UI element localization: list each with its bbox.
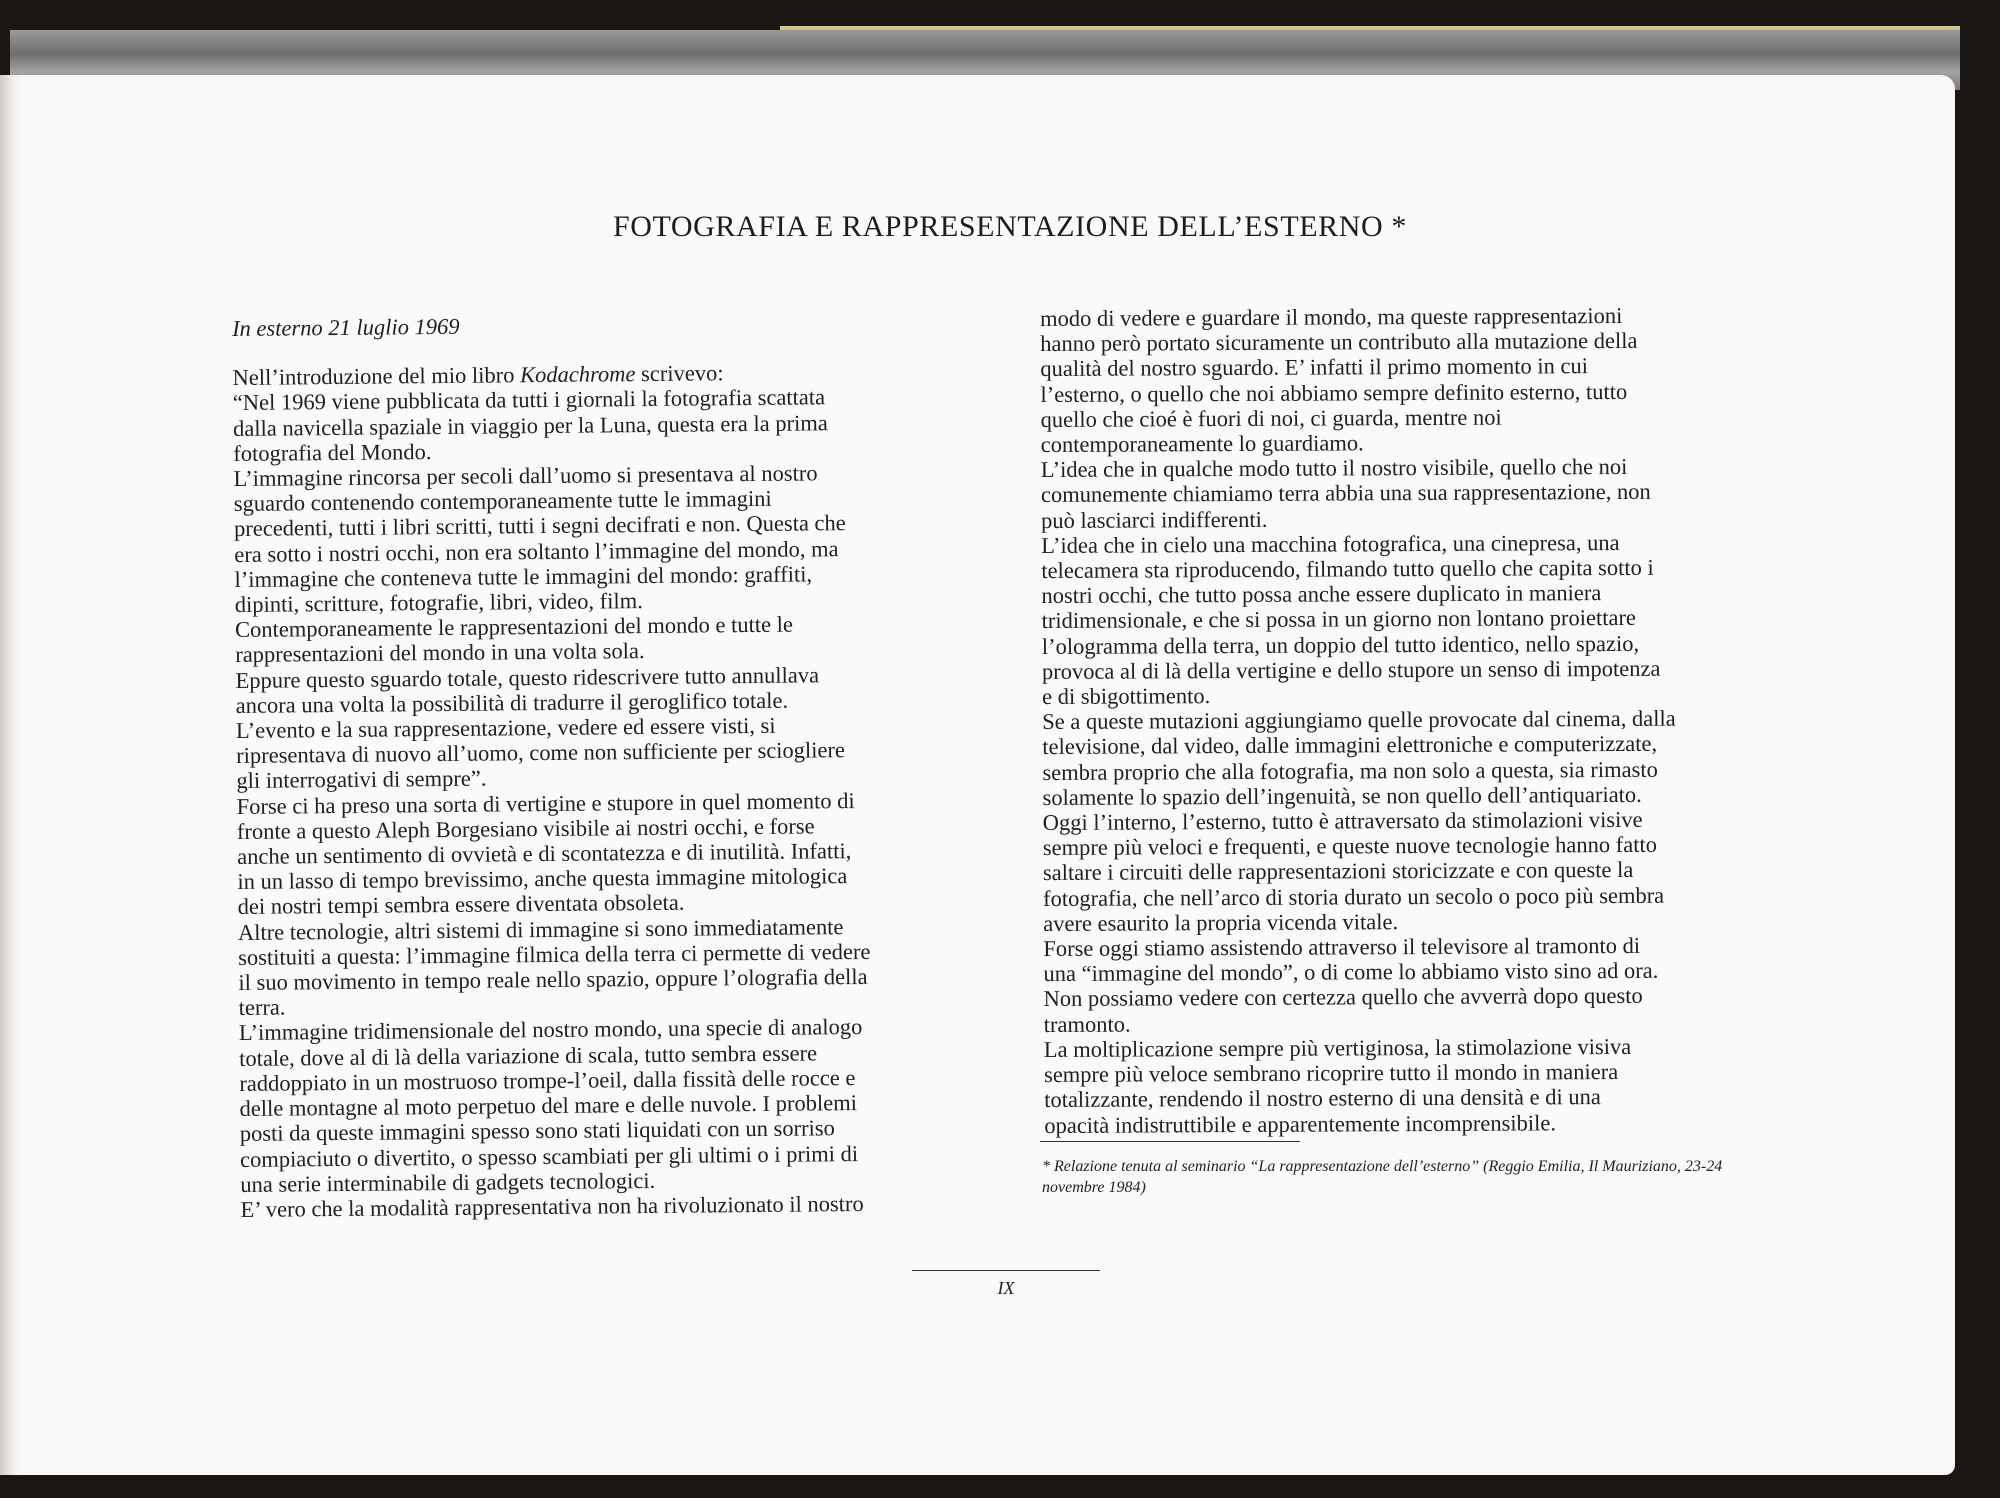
- left-line: compiaciuto o divertito, o spesso scambiati per gli ultimi o i primi di: [239, 1140, 859, 1172]
- left-line: fotografia del Mondo.: [233, 438, 432, 466]
- left-column-text: [232, 358, 975, 1222]
- right-line: Forse oggi stiamo assistendo attraverso il televisore al tramonto di: [1043, 932, 1641, 962]
- right-line: una “immagine del mondo”, o di come lo abbiamo visto sino ad ora.: [1043, 958, 1659, 987]
- right-line: opacità indistruttibile e apparentemente incomprensibile.: [1044, 1109, 1557, 1138]
- left-line: dei nostri tempi sembra essere diventata obsoleta.: [237, 890, 685, 920]
- left-line: Eppure questo sguardo totale, questo ridescrivere tutto annullava: [235, 662, 820, 693]
- right-line: totalizzante, rendendo il nostro esterno di una densità e di una: [1044, 1084, 1601, 1113]
- right-line: sempre più veloce sembrano ricoprire tutto il mondo in maniera: [1043, 1059, 1619, 1088]
- left-column: [232, 309, 976, 1222]
- right-column: [1040, 302, 1764, 1137]
- left-line: gli interrogativi di sempre”.: [236, 766, 487, 794]
- right-line: tridimensionale, e che si possa in un giorno non lontano proiettare: [1041, 605, 1636, 634]
- left-line: precedenti, tutti i libri scritti, tutti i segni decifrati e non. Questa che: [233, 510, 846, 542]
- left-line: era sotto i nostri occhi, non era soltanto l’immagine del mondo, ma: [234, 535, 839, 567]
- left-line: dipinti, scritture, fotografie, libri, video, film.: [234, 588, 643, 618]
- right-line: L’idea che in qualche modo tutto il nostro visibile, quello che noi: [1040, 454, 1628, 483]
- right-line: sempre più veloci e frequenti, e queste nuove tecnologie hanno fatto: [1042, 832, 1658, 861]
- right-line: e di sbigottimento.: [1041, 683, 1211, 710]
- left-line: una serie interminabile di gadgets tecnologici.: [240, 1167, 656, 1197]
- right-line: modo di vedere e guardare il mondo, ma queste rappresentazioni: [1040, 302, 1623, 331]
- right-column-text: [1040, 302, 1764, 1137]
- page-title: FOTOGRAFIA E RAPPRESENTAZIONE DELL’ESTERNO *: [612, 210, 1408, 243]
- right-line: solamente lo spazio dell’ingenuità, se non quello dell’antiquariato.: [1042, 781, 1642, 810]
- right-line: contemporaneamente lo guardiamo.: [1040, 430, 1364, 458]
- right-line: Oggi l’interno, l’esterno, tutto è attraversato da stimolazioni visive: [1042, 806, 1643, 836]
- left-line: posti da queste immagini spesso sono stati liquidati con un sorriso: [239, 1115, 835, 1147]
- left-line: terra.: [238, 994, 286, 1021]
- right-line: qualità del nostro sguardo. E’ infatti il primo momento in cui: [1040, 353, 1588, 382]
- footnote-divider: [1040, 1141, 1300, 1142]
- left-line: anche un sentimento di ovvietà e di scontatezza e di inutilità. Infatti,: [237, 838, 852, 870]
- dateline: In esterno 21 luglio 1969: [232, 313, 460, 341]
- left-line: dalla navicella spaziale in viaggio per la Luna, questa era la prima: [232, 409, 828, 441]
- left-line: Contemporaneamente le rappresentazioni del mondo e tutte le: [234, 611, 794, 643]
- right-line: saltare i circuiti delle rappresentazioni storicizzate e con queste la: [1042, 857, 1634, 886]
- right-line: comunemente chiamiamo terra abbia una sua rappresentazione, non: [1040, 479, 1651, 508]
- right-line: fotografia, che nell’arco di storia durato un secolo o poco più sembra: [1043, 882, 1665, 911]
- left-line: Altre tecnologie, altri sistemi di immagine si sono immediatamente: [237, 913, 844, 945]
- left-line: delle montagne al moto perpetuo del mare e delle nuvole. I problemi: [239, 1090, 857, 1122]
- left-line: L’immagine tridimensionale del nostro mondo, una specie di analogo: [238, 1014, 863, 1046]
- right-line: tramonto.: [1043, 1011, 1131, 1037]
- left-line: fronte a questo Aleph Borgesiano visibile ai nostri occhi, e forse: [236, 813, 815, 844]
- left-line: ancora una volta la possibilità di tradurre il geroglifico totale.: [235, 687, 789, 718]
- left-line: il suo movimento in tempo reale nello spazio, oppure l’olografia della: [238, 964, 868, 996]
- right-line: nostri occhi, che tutto possa anche essere duplicato in maniera: [1041, 580, 1602, 609]
- left-line: rappresentazioni del mondo in una volta sola.: [235, 638, 645, 668]
- right-line: telecamera sta riproducendo, filmando tutto quello che capita sotto i: [1041, 554, 1654, 584]
- right-line: avere esaurito la propria vicenda vitale.: [1043, 909, 1399, 936]
- footnote: * Relazione tenuta al seminario “La rappresentazione dell’esterno” (Reggio Emilia, Il Mauriziano, 23-24 novembre 1984): [1042, 1158, 1723, 1196]
- right-line: Non possiamo vedere con certezza quello che avverrà dopo questo: [1043, 983, 1643, 1012]
- page-number-divider: [912, 1270, 1100, 1271]
- right-line: quello che cioé è fuori di noi, ci guarda, mentre noi: [1040, 404, 1502, 432]
- left-line: sguardo contenendo contemporaneamente tutte le immagini: [233, 486, 772, 517]
- right-line: La moltiplicazione sempre più vertiginosa, la stimolazione visiva: [1043, 1033, 1632, 1062]
- right-line: sembra proprio che alla fotografia, ma non solo a questa, sia rimasto: [1042, 756, 1658, 785]
- left-line: L’immagine rincorsa per secoli dall’uomo si presentava al nostro: [233, 460, 818, 492]
- left-line: E’ vero che la modalità rappresentativa non ha rivoluzionato il nostro: [240, 1190, 864, 1222]
- right-line: Se a queste mutazioni aggiungiamo quelle provocate dal cinema, dalla: [1042, 705, 1676, 735]
- left-line: “Nel 1969 viene pubblicata da tutti i giornali la fotografia scattata: [232, 384, 826, 416]
- left-line: ripresentava di nuovo all’uomo, come non sufficiente per sciogliere: [236, 737, 846, 769]
- left-line: Nell’introduzione del mio libro Kodachrome scrivevo:: [232, 360, 724, 391]
- right-line: televisione, dal video, dalle immagini elettroniche e computerizzate,: [1042, 731, 1658, 760]
- left-line: l’immagine che conteneva tutte le immagini del mondo: graffiti,: [234, 561, 813, 592]
- right-line: L’idea che in cielo una macchina fotografica, una cinepresa, una: [1041, 529, 1620, 558]
- right-line: può lasciarci indifferenti.: [1041, 506, 1268, 533]
- page-number: IX: [997, 1278, 1015, 1298]
- left-line: raddoppiato in un mostruoso trompe-l’oeil, dalla fissità delle rocce e: [239, 1064, 856, 1096]
- page-binding: [0, 75, 14, 1475]
- left-line: L’evento e la sua rappresentazione, vedere ed essere visti, si: [235, 712, 776, 744]
- right-line: l’ologramma della terra, un doppio del tutto identico, nello spazio,: [1041, 630, 1640, 659]
- right-line: hanno però portato sicuramente un contributo alla mutazione della: [1040, 328, 1638, 357]
- left-line: sostituiti a questa: l’immagine filmica della terra ci permette di vedere: [238, 938, 871, 970]
- left-line: in un lasso di tempo brevissimo, anche questa immagine mitologica: [237, 863, 848, 895]
- left-line: totale, dove al di là della variazione di scala, tutto sembra essere: [239, 1040, 818, 1071]
- right-line: provoca al di là della vertigine e dello stupore un senso di impotenza: [1041, 655, 1661, 684]
- right-line: l’esterno, o quello che noi abbiamo sempre definito esterno, tutto: [1040, 378, 1628, 407]
- left-line: Forse ci ha preso una sorta di vertigine e stupore in quel momento di: [236, 787, 855, 819]
